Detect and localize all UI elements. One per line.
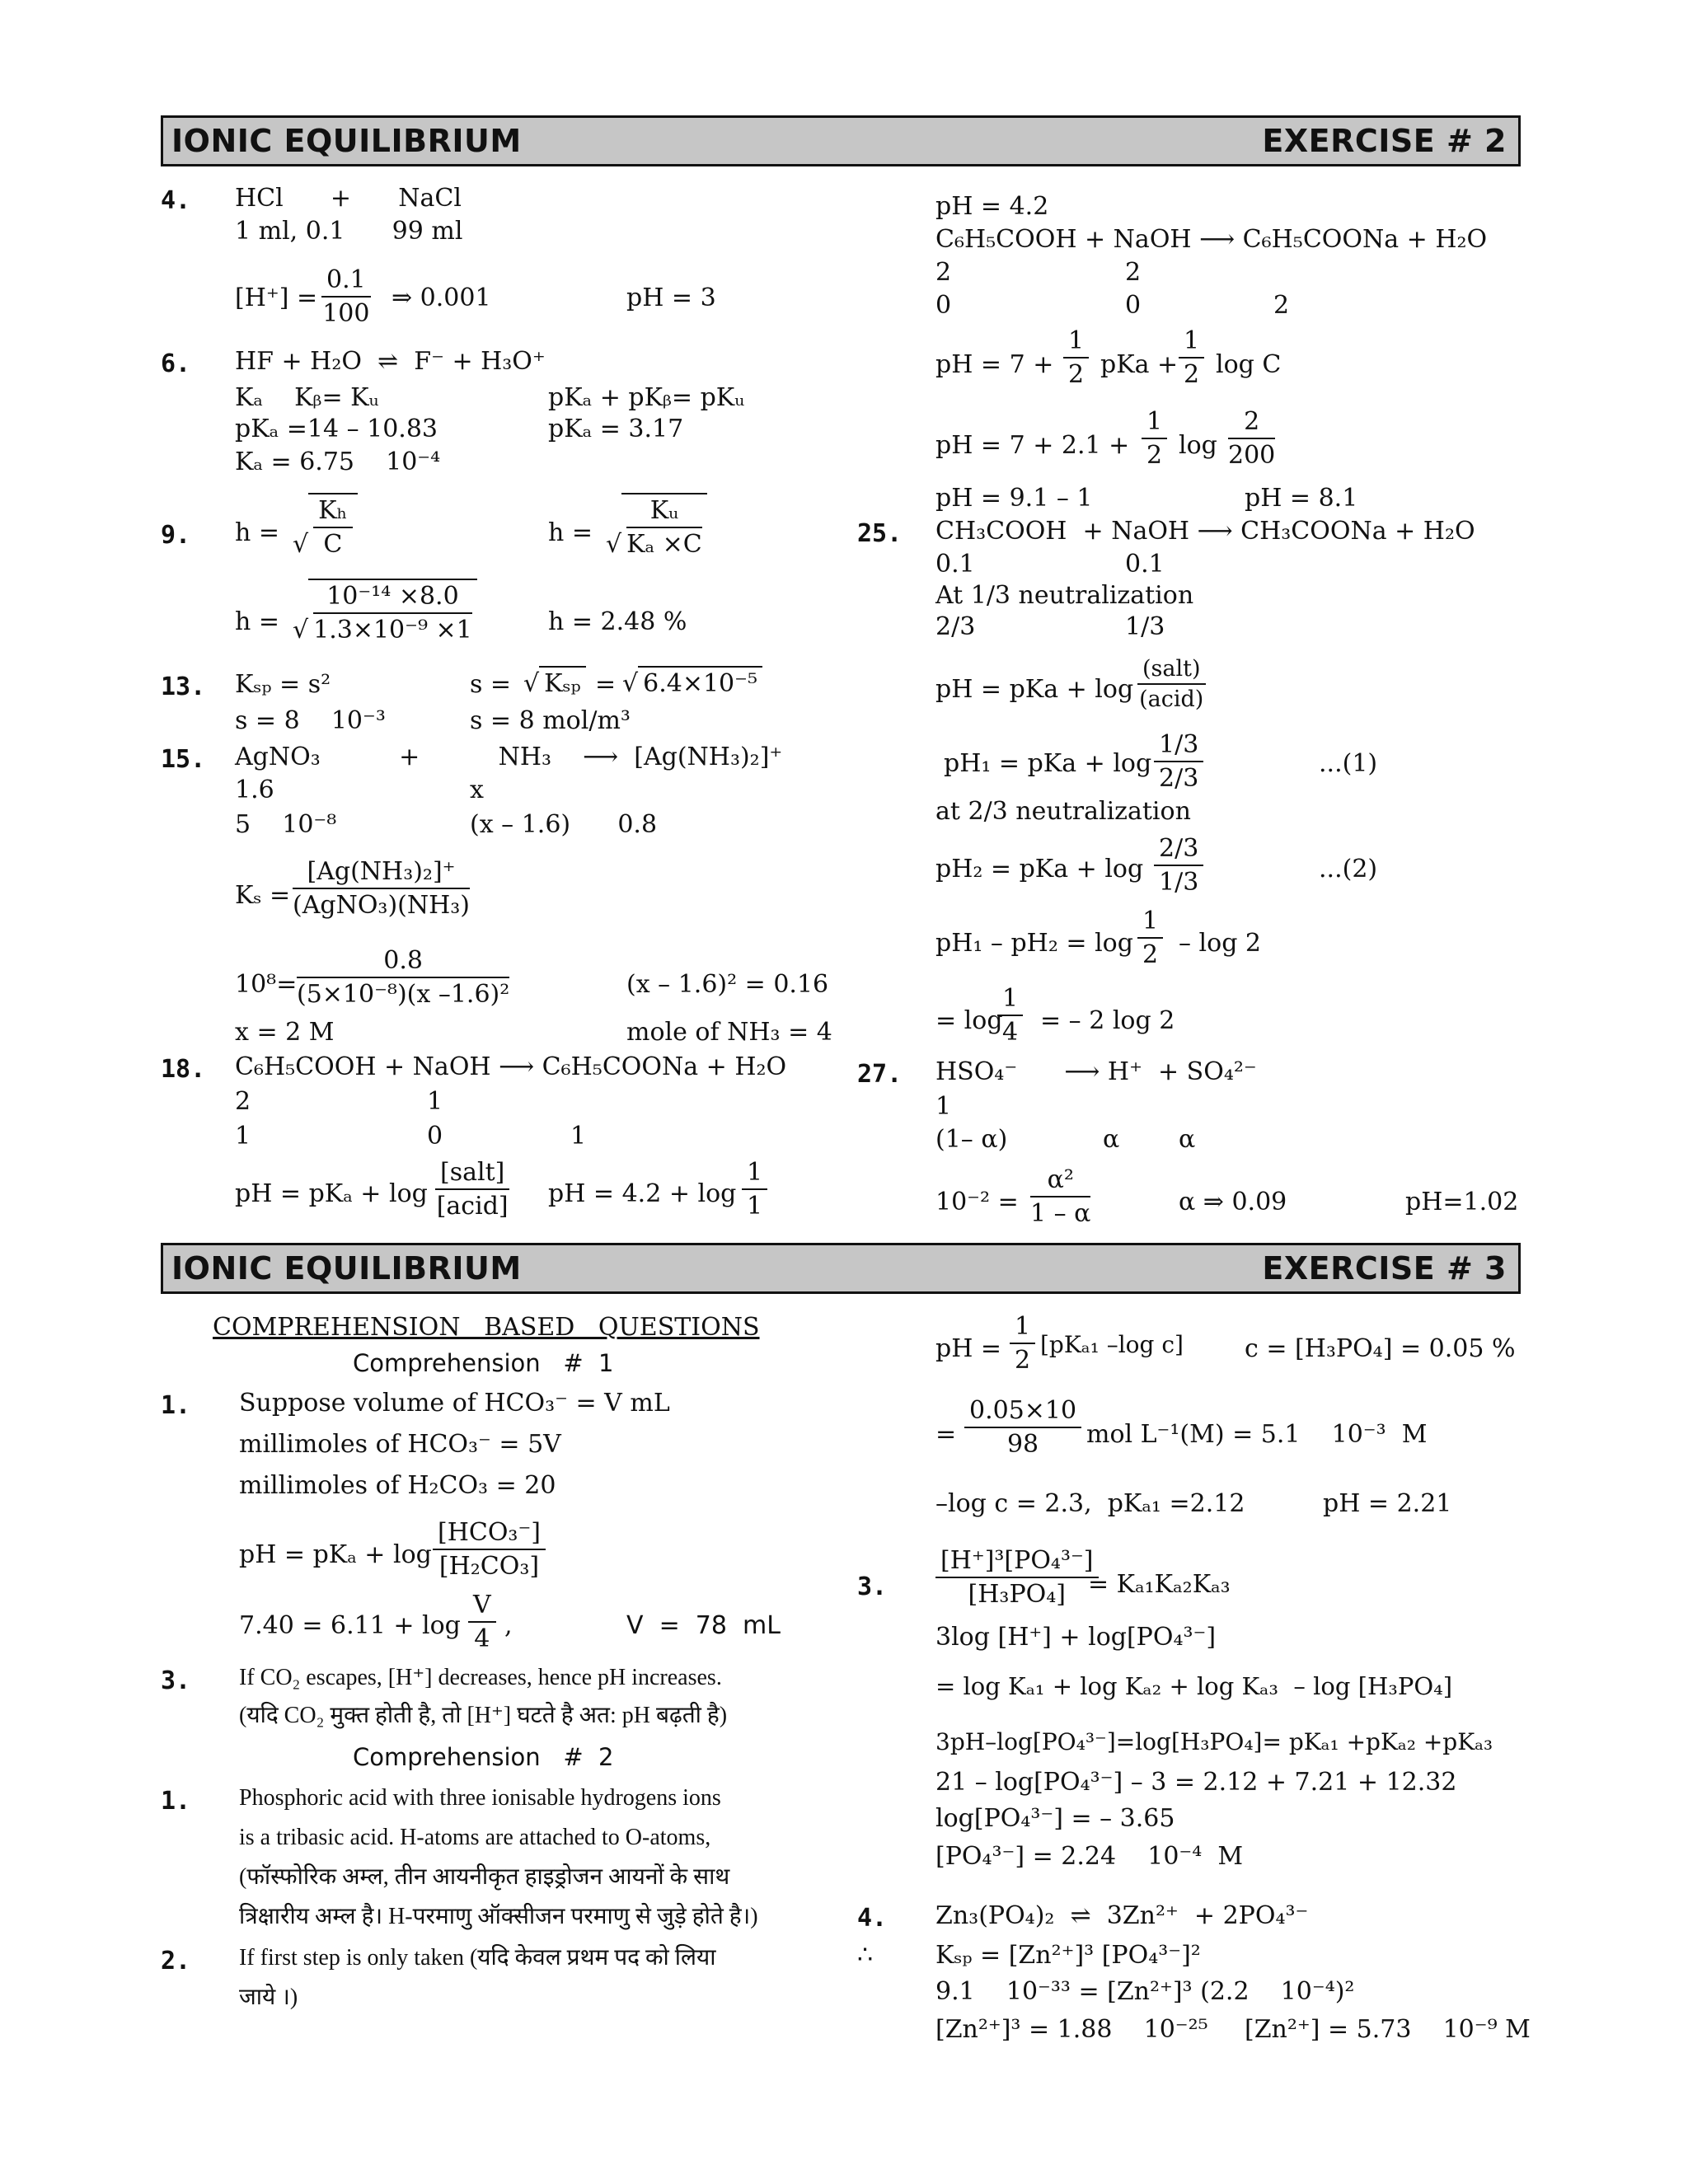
equation-line: α — [1103, 1125, 1120, 1154]
equation-line: h = — [235, 518, 279, 547]
section-heading: COMPREHENSION BASED QUESTIONS — [213, 1313, 760, 1342]
fraction: $\frac{\text{[H⁺]³[PO₄³⁻]}}{\text{[H₃PO₄]}}$ — [935, 1546, 1099, 1609]
equation-line: CH₃COOH + NaOH ⟶ CH₃COONa + H₂O — [935, 517, 1475, 546]
equation-line: 10⁸= — [235, 970, 298, 999]
equation-line: HSO₄⁻ ⟶ H⁺ + SO₄²⁻ — [935, 1057, 1257, 1086]
equation-line: h = — [235, 607, 279, 636]
square-root: √ $\frac{\text{Kᵤ}}{\text{Kₐ ×C}}$ — [606, 493, 707, 559]
equation-line: AgNO₃ + NH₃ ⟶ [Ag(NH₃)₂]⁺ — [235, 743, 783, 771]
equation-line: Kₐ = 6.75 10⁻⁴ — [235, 448, 441, 476]
equation-line: 1 ml, 0.1 99 ml — [235, 217, 463, 246]
equation-line: HF + H₂O ⇌ F⁻ + H₃O⁺ — [235, 347, 546, 376]
fraction: $\frac{1}{2}$ — [1063, 326, 1089, 389]
exercise-number: EXERCISE # 3 — [1262, 1250, 1507, 1286]
equation-line: 0.1 — [1125, 550, 1165, 579]
result-text: ⇒ 0.001 — [392, 284, 491, 312]
equation-line: pH = pKₐ + log — [235, 1179, 428, 1208]
equation-line: 1 — [427, 1087, 443, 1116]
question-number: 9. — [161, 521, 191, 550]
equation-line: 0 — [1125, 291, 1142, 320]
result-text: pH = 3 — [626, 284, 716, 312]
fraction: $\frac{1}{2}$ — [1010, 1312, 1035, 1375]
result-text: [Zn²⁺]³ = 1.88 10⁻²⁵ — [935, 2015, 1208, 2044]
fraction: $\frac{1}{2}$ — [1142, 407, 1167, 470]
question-number: 2. — [161, 1947, 191, 1975]
result-text: h = 2.48 % — [548, 607, 687, 636]
equation-line: pH = 4.2 — [935, 192, 1049, 221]
equation-line: 21 – log[PO₄³⁻] – 3 = 2.12 + 7.21 + 12.32 — [935, 1768, 1457, 1797]
equation-line: = log — [935, 1006, 1003, 1035]
result-text: [PO₄³⁻] = 2.24 10⁻⁴ M — [935, 1842, 1244, 1871]
equation-line: 9.1 10⁻³³ = [Zn²⁺]³ (2.2 10⁻⁴)² — [935, 1977, 1355, 2006]
equation-line: Kₛₚ = s² — [235, 670, 331, 699]
equation-line: 2/3 — [935, 612, 976, 641]
equation-line: pKₐ = 3.17 — [548, 415, 684, 443]
equation-line: 1 — [235, 1122, 251, 1151]
chapter-title: IONIC EQUILIBRIUM — [171, 123, 522, 159]
square-root: √ 6.4×10⁻⁵ — [622, 666, 762, 698]
fraction: $\frac{2}{200}$ — [1228, 407, 1276, 470]
equation-line: Zn₃(PO₄)₂ ⇌ 3Zn²⁺ + 2PO₄³⁻ — [935, 1901, 1309, 1930]
equation-line: At 1/3 neutralization — [935, 581, 1194, 610]
equation-line: x — [470, 776, 484, 804]
equation-line: h = — [548, 518, 593, 547]
equation-line: c = [H₃PO₄] = 0.05 % — [1245, 1334, 1516, 1363]
equation-line: 2 — [935, 258, 952, 287]
equation-line: mol L⁻¹(M) = 5.1 10⁻³ M — [1086, 1420, 1428, 1449]
question-number: 4. — [857, 1904, 888, 1933]
equation-line: log[PO₄³⁻] = – 3.65 — [935, 1804, 1175, 1833]
equation-line: [H⁺] = — [235, 284, 318, 312]
exercise-2-banner — [161, 115, 1521, 166]
equation-line: 2 — [235, 1087, 251, 1116]
fraction: [salt] [acid] — [436, 1158, 509, 1221]
answer-line: millimoles of HCO₃⁻ = 5V — [239, 1430, 561, 1459]
equation-line: log — [1179, 431, 1217, 460]
result-text: V = 78 mL — [626, 1611, 781, 1640]
result-text: α ⇒ 0.09 — [1179, 1188, 1287, 1216]
equation-line: (1– α) — [935, 1125, 1008, 1154]
equation-line: Kₛₚ = [Zn²⁺]³ [PO₄³⁻]² — [935, 1941, 1201, 1970]
question-number: 13. — [161, 673, 206, 701]
equation-line: 2 — [1273, 291, 1290, 320]
comprehension-heading: Comprehension # 1 — [353, 1349, 614, 1377]
equation-line: 7.40 = 6.11 + log — [239, 1611, 461, 1640]
equation-line: pH = 9.1 – 1 — [935, 484, 1093, 513]
equation-line: = — [595, 670, 617, 699]
result-text: mole of NH₃ = 4 — [626, 1018, 832, 1047]
fraction: $\frac{1}{2}$ — [1137, 907, 1163, 969]
equation-line: = – 2 log 2 — [1040, 1006, 1175, 1035]
answer-line: is a tribasic acid. H-atoms are attached to O-atoms, — [239, 1825, 711, 1850]
answer-line: Phosphoric acid with three ionisable hydrogens ions — [239, 1785, 721, 1811]
equation-line: = log Kₐ₁ + log Kₐ₂ + log Kₐ₃ – log [H₃PO₄] — [935, 1672, 1453, 1700]
fraction: $\frac{V}{4}$ — [468, 1591, 496, 1653]
equation-line: pKa + — [1100, 350, 1179, 379]
answer-line: त्रिक्षारीय अम्ल है। H-परमाणु ऑक्सीजन परमाणु से जुड़े होते है।) — [239, 1904, 758, 1929]
equation-line: –log c = 2.3, pKₐ₁ =2.12 — [935, 1489, 1245, 1518]
answer-line: millimoles of H₂CO₃ = 20 — [239, 1471, 556, 1500]
equation-line: s = 8 10⁻³ — [235, 706, 386, 735]
equation-line: C₆H₅COOH + NaOH ⟶ C₆H₅COONa + H₂O — [935, 225, 1488, 254]
equation-tag: ...(1) — [1319, 749, 1378, 778]
equation-line: C₆H₅COOH + NaOH ⟶ C₆H₅COONa + H₂O — [235, 1052, 787, 1081]
result-text: pH=1.02 — [1405, 1188, 1519, 1216]
answer-line: If first step is only taken (यदि केवल प्रथम पद को लिया — [239, 1945, 716, 1971]
equation-line: pH = pKₐ + log — [239, 1540, 432, 1569]
equation-line: = — [935, 1420, 957, 1449]
result-text: pH = 8.1 — [1245, 484, 1358, 513]
equation-line: pKₐ + pKᵦ= pKᵤ — [548, 383, 745, 412]
fraction: [HCO₃⁻] [H₂CO₃] — [433, 1518, 546, 1581]
equation-line: (x – 1.6) 0.8 — [470, 810, 658, 839]
fraction: (salt) (acid) — [1137, 656, 1206, 712]
square-root: √ Kₛₚ — [523, 666, 586, 698]
question-number: 25. — [857, 519, 903, 548]
fraction: $\frac{2/3}{1/3}$ — [1154, 834, 1203, 897]
equation-line: 3pH–log[PO₄³⁻]=log[H₃PO₄]= pKₐ₁ +pKₐ₂ +pKₐ₃ — [935, 1728, 1493, 1755]
fraction: $\frac{1}{2}$ — [1179, 326, 1204, 389]
equation-line: pKₐ =14 – 10.83 — [235, 415, 438, 443]
answer-line: (यदि CO₂ मुक्त होती है, तो [H⁺] घटते है अत: pH बढ़ती है) — [239, 1703, 728, 1728]
equation-line: s = — [470, 670, 512, 699]
equation-line: pH = 7 + 2.1 + — [935, 431, 1130, 460]
equation-tag: ...(2) — [1319, 855, 1378, 883]
question-number: 6. — [161, 349, 191, 378]
answer-line: (फॉस्फोरिक अम्ल, तीन आयनीकृत हाइड्रोजन आयनों के साथ — [239, 1864, 730, 1890]
question-number: 27. — [857, 1060, 903, 1089]
equation-line: 1.6 — [235, 776, 274, 804]
result-text: [Zn²⁺] = 5.73 10⁻⁹ M — [1245, 2015, 1531, 2044]
square-root: √ $\frac{\text{Kₕ}}{C}$ — [293, 493, 358, 559]
exercise-3-banner — [161, 1243, 1521, 1294]
chapter-title: IONIC EQUILIBRIUM — [171, 1250, 522, 1286]
fraction: $\frac{\text{α²}}{1 - \alpha}$ — [1030, 1165, 1091, 1228]
equation-line: HCl + NaCl — [235, 184, 462, 213]
question-number: 15. — [161, 745, 206, 774]
equation-line: , — [504, 1611, 513, 1640]
therefore-symbol: ∴ — [857, 1941, 874, 1970]
equation-line: 2 — [1125, 258, 1142, 287]
equation-line: α — [1179, 1125, 1196, 1154]
result-text: x = 2 M — [235, 1018, 335, 1047]
answer-line: If CO₂ escapes, [H⁺] decreases, hence pH increases. — [239, 1665, 722, 1690]
fraction: $\frac{0.8}{\text{(5×10⁻⁸)(x –1.6)²}}$ — [297, 946, 510, 1009]
equation-line: 1 — [570, 1122, 587, 1151]
equation-line: s = 8 mol/m³ — [470, 706, 631, 735]
equation-line: 0 — [935, 291, 952, 320]
answer-line: Suppose volume of HCO₃⁻ = V mL — [239, 1389, 670, 1418]
equation-line: Kₐ Kᵦ= Kᵤ — [235, 383, 379, 412]
equation-line: = Kₐ₁Kₐ₂Kₐ₃ — [1088, 1570, 1231, 1599]
equation-line: 1 — [935, 1092, 952, 1121]
equation-line: Kₛ = — [235, 881, 291, 910]
fraction: $\frac{1/3}{2/3}$ — [1154, 730, 1203, 793]
equation-line: 5 10⁻⁸ — [235, 810, 337, 839]
result-text: pH = 2.21 — [1323, 1489, 1452, 1518]
equation-line: 3log [H⁺] + log[PO₄³⁻] — [935, 1623, 1217, 1652]
equation-line: pH₁ – pH₂ = log — [935, 929, 1133, 958]
fraction: [Ag(NH₃)₂]⁺ (AgNO₃)(NH₃) — [293, 857, 470, 920]
equation-line: pH₂ = pKa + log — [935, 855, 1144, 883]
equation-line: pH = — [935, 1334, 1002, 1363]
exercise-number: EXERCISE # 2 — [1262, 123, 1507, 159]
fraction: $\frac{1}{1}$ — [742, 1158, 767, 1221]
equation-line: pH = pKa + log — [935, 675, 1134, 704]
equation-line: 0.1 — [935, 550, 975, 579]
answer-line: जाये ।) — [239, 1985, 298, 2010]
question-number: 3. — [161, 1666, 191, 1695]
comprehension-heading: Comprehension # 2 — [353, 1743, 614, 1771]
equation-line: pH = 7 + — [935, 350, 1054, 379]
question-number: 18. — [161, 1055, 206, 1084]
equation-line: pH₁ = pKa + log — [944, 749, 1152, 778]
equation-line: at 2/3 neutralization — [935, 797, 1191, 826]
equation-line: 1/3 — [1125, 612, 1165, 641]
fraction: $\frac{1}{4}$ — [997, 984, 1023, 1047]
fraction: $\frac{0.05\times 10}{98}$ — [964, 1396, 1081, 1459]
equation-line: (x – 1.6)² = 0.16 — [626, 970, 829, 999]
equation-line: log C — [1216, 350, 1282, 379]
equation-line: – log 2 — [1179, 929, 1262, 958]
equation-line: 10⁻² = — [935, 1188, 1019, 1216]
square-root: √ $\frac{\text{10⁻¹⁴ ×8.0}}{\text{1.3×10⁻⁹ ×1}}$ — [293, 579, 477, 644]
question-number: 1. — [161, 1787, 191, 1816]
question-number: 4. — [161, 186, 191, 215]
equation-line: pH = 4.2 + log — [548, 1179, 737, 1208]
fraction: $\frac{0.1}{100}$ — [322, 265, 370, 328]
question-number: 3. — [857, 1572, 888, 1601]
equation-line: 0 — [427, 1122, 443, 1151]
equation-line: [pKₐ₁ –log c] — [1040, 1331, 1184, 1358]
question-number: 1. — [161, 1391, 191, 1420]
